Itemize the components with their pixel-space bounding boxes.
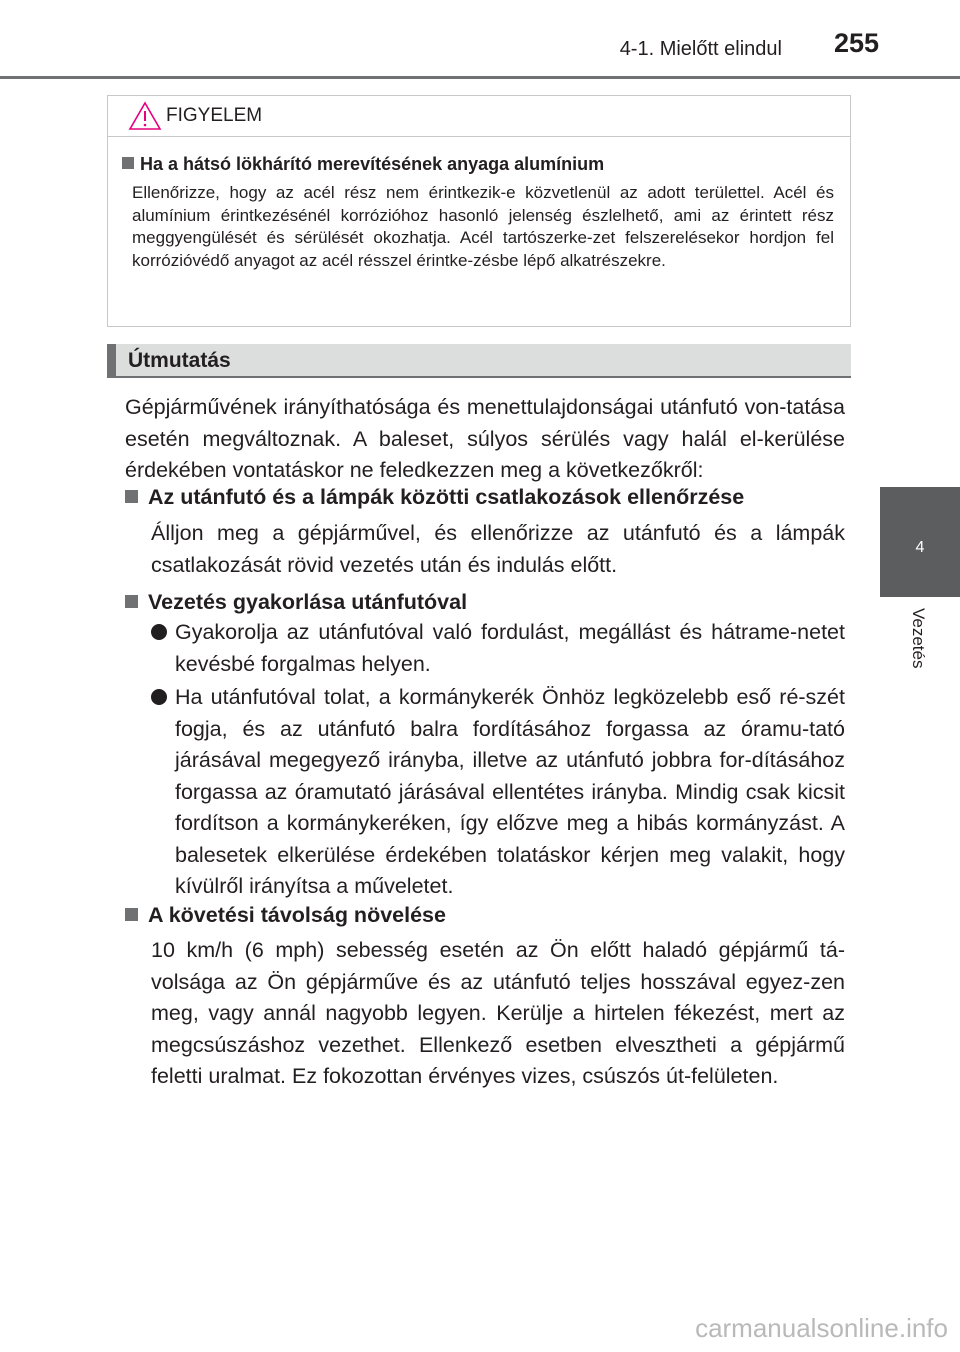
list-item [151,617,845,680]
warning-subtitle [122,154,604,175]
chapter-tab [880,487,960,597]
warning-subtitle-text: Ha a hátsó lökhárító merevítésének anyaga alumínium [140,154,605,174]
chapter-number: 4 [915,539,925,556]
square-bullet-icon [125,595,138,608]
paragraph-connections: Álljon meg a gépjárművel, és ellenőrizze az utánfutó és a lámpák csatlakozását rövid vezetés után és indulás előtt. [151,521,845,577]
warning-body: Ellenőrizze, hogy az acél rész nem érintkezik-e közvetlenül az adott területtel. Acél és alumínium érintkezésénél korrózióhoz hasonló jelenség észlelhető, ami az érintett rész meggyengülését és sérülését okozhatja. Acél tartószerke-zet felszerelésekor hordjon fel korrózióvédő anyagot az acél résszel érintke-zésbe lépő alkatrészekre. [132,183,834,270]
subheading-distance [125,903,446,928]
round-bullet-icon [151,689,167,705]
square-bullet-icon [125,490,138,503]
header-section-title: 4-1. Mielőtt elindul [619,38,782,60]
page-number: 255 [834,28,880,58]
list-item [151,682,845,903]
intro-paragraph: Gépjárművének irányíthatósága és menettulajdonságai utánfutó von-tatása esetén megváltoznak. A baleset, súlyos sérülés vagy halál el-kerülése érdekében vontatáskor ne feledkezzen meg a következőkről: [125,395,845,482]
chapter-label: Vezetés [909,608,928,669]
square-bullet-icon [125,908,138,921]
header-rule [0,76,960,79]
list-item-text: Ha utánfutóval tolat, a kormánykerék Önhöz legközelebb eső ré-szét fogja, és az utánfutó balra fordításához forgassa az óramu-tató járásával megegyező irányba, illetve az utánfutó jobbra for-dításához forgassa az óramutató járásával ellentétes irányba. Mindig csak kicsit fordítson a kormánykeréken, így előzve meg a hibás kormányzást. A balesetek elkerülése érdekében tolatáskor kérjen meg valakit, hogy kívülről irányítsa a műveletet. [175,685,845,898]
list-item-text: Gyakorolja az utánfutóval való fordulást, megállást és hátrame-netet kevésbé forgalmas helyen. [175,620,845,676]
warning-title: FIGYELEM [166,105,263,126]
section-heading-bar [107,344,851,378]
subheading-text: Vezetés gyakorlása utánfutóval [148,590,468,614]
subheading-practice [125,590,467,615]
square-bullet-icon [122,157,134,169]
warning-box [107,95,851,327]
section-title: Útmutatás [128,349,231,372]
subheading-connections [125,485,744,510]
warning-header [108,96,850,137]
round-bullet-icon [151,624,167,640]
warning-triangle-icon [128,101,162,136]
paragraph-distance: 10 km/h (6 mph) sebesség esetén az Ön előtt haladó gépjármű tá-volsága az Ön gépjárműve és az utánfutó teljes hosszával egyez-zen meg, vagy annál nagyobb legyen. Kerülje a hirtelen fékezést, mert az megcsúszáshoz vezethet. Ellenkező esetben elvesztheti a gépjármű feletti uralmat. Ez fokozottan érvényes vizes, csúszós út-felületen. [151,938,845,1088]
watermark: carmanualsonline.info [695,1313,948,1343]
subheading-text: Az utánfutó és a lámpák közötti csatlakozások ellenőrzése [148,485,745,509]
subheading-text: A követési távolság növelése [148,903,446,927]
